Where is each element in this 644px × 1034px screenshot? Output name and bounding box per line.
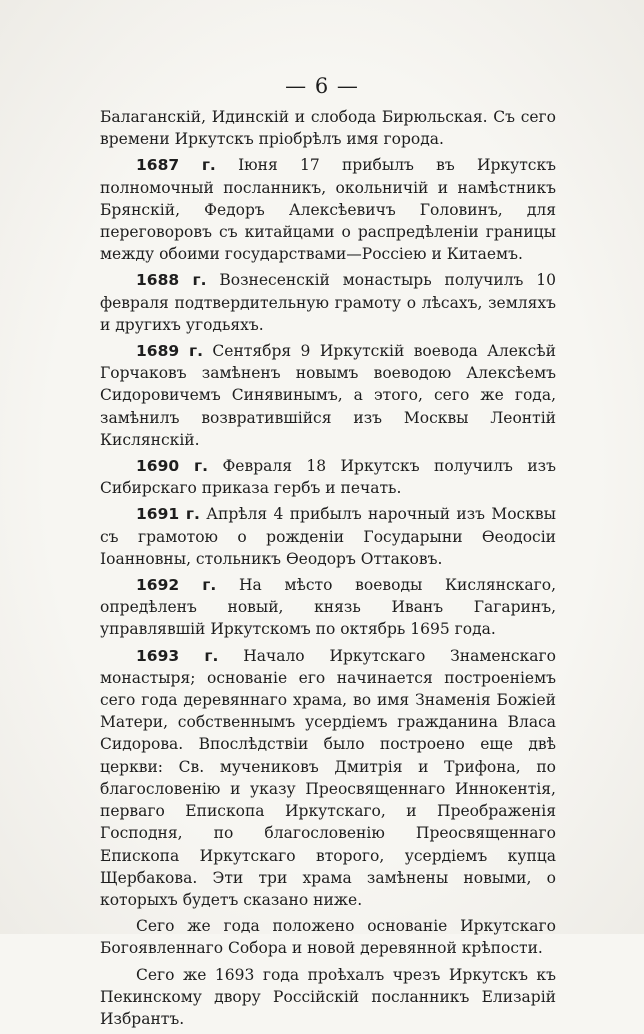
page-number: — 6 — (285, 74, 359, 98)
year-marker: 1689 г. (136, 342, 203, 361)
paragraph-text: Сентября 9 Иркутскій воевода Алексѣй Горчаковъ замѣненъ новымъ воеводою Алексѣемъ Сидоровичемъ Синявинымъ, а этого, сего же года, замѣнилъ возвратившійся изъ Москвы Леонтій Кислянскій. (100, 342, 556, 449)
paragraph-text: Балаганскій, Идинскій и слобода Бирюльская. Съ сего времени Иркутскъ пріобрѣлъ имя города. (100, 108, 556, 149)
paragraph (100, 645, 556, 911)
year-marker: 1687 г. (136, 156, 216, 175)
paragraph (100, 154, 556, 265)
year-marker: 1693 г. (136, 646, 219, 665)
paragraph-text: Вознесенскій монастырь получилъ 10 февраля подтвердительную грамоту о лѣсахъ, земляхъ и другихъ угодьяхъ. (100, 271, 557, 334)
year-marker: 1688 г. (136, 271, 207, 290)
body-text (100, 106, 556, 1034)
year-marker: 1691 г. (136, 505, 200, 524)
paragraph-text: Апрѣля 4 прибылъ нарочный изъ Москвы съ грамотою о рожденіи Государыни Ѳеодосіи Іоанновны, стольникъ Ѳеодоръ Оттаковъ. (100, 505, 556, 568)
year-marker: 1690 г. (136, 457, 209, 476)
paragraph (100, 455, 556, 499)
year-marker: 1692 г. (136, 576, 217, 595)
paragraph (100, 574, 556, 641)
paragraph-text: Сего же года положено основаніе Иркутскаго Богоявленнаго Собора и новой деревянной крѣпости. (100, 917, 556, 958)
paragraph-text: На мѣсто воеводы Кислянскаго, опредѣленъ новый, князь Иванъ Гагаринъ, управлявшій Иркутскомъ по октябрь 1695 года. (100, 576, 556, 639)
paragraph-text: Начало Иркутскаго Знаменскаго монастыря; основаніе его начинается построеніемъ сего года деревяннаго храма, во имя Знаменія Божіей Матери, собственнымъ усердіемъ гражданина Власа Сидорова. Впослѣдствіи было построено еще двѣ церкви: Св. мучениковъ Дмитрія и Трифона, по благословенію и указу Преосвященнаго Иннокентія, перваго Епископа Иркутскаго, и Преображенія Господня, по благословенію Преосвященнаго Епископа Иркутскаго второго, усердіемъ купца Щербакова. Эти три храма замѣнены новыми, о которыхъ будетъ сказано ниже. (100, 646, 556, 909)
paragraph (100, 964, 556, 1031)
paragraph-text: Февраля 18 Иркутскъ получилъ изъ Сибирскаго приказа гербъ и печать. (100, 457, 556, 498)
paragraph (100, 106, 556, 150)
paragraph (100, 915, 556, 959)
paragraph-text: Іюня 17 прибылъ въ Иркутскъ полномочный посланникъ, окольничій и намѣстникъ Брянскій, Федоръ Алексѣевичъ Головинъ, для переговоровъ съ китайцами о распредѣленіи границы между обоими государствами—Россіею и Китаемъ. (100, 156, 556, 264)
paragraph (100, 269, 556, 336)
paragraph (100, 340, 556, 451)
paragraph-text: Сего же 1693 года проѣхалъ чрезъ Иркутскъ къ Пекинскому двору Россійскій посланникъ Елизарій Избрантъ. (100, 965, 556, 1028)
paragraph (100, 503, 556, 570)
